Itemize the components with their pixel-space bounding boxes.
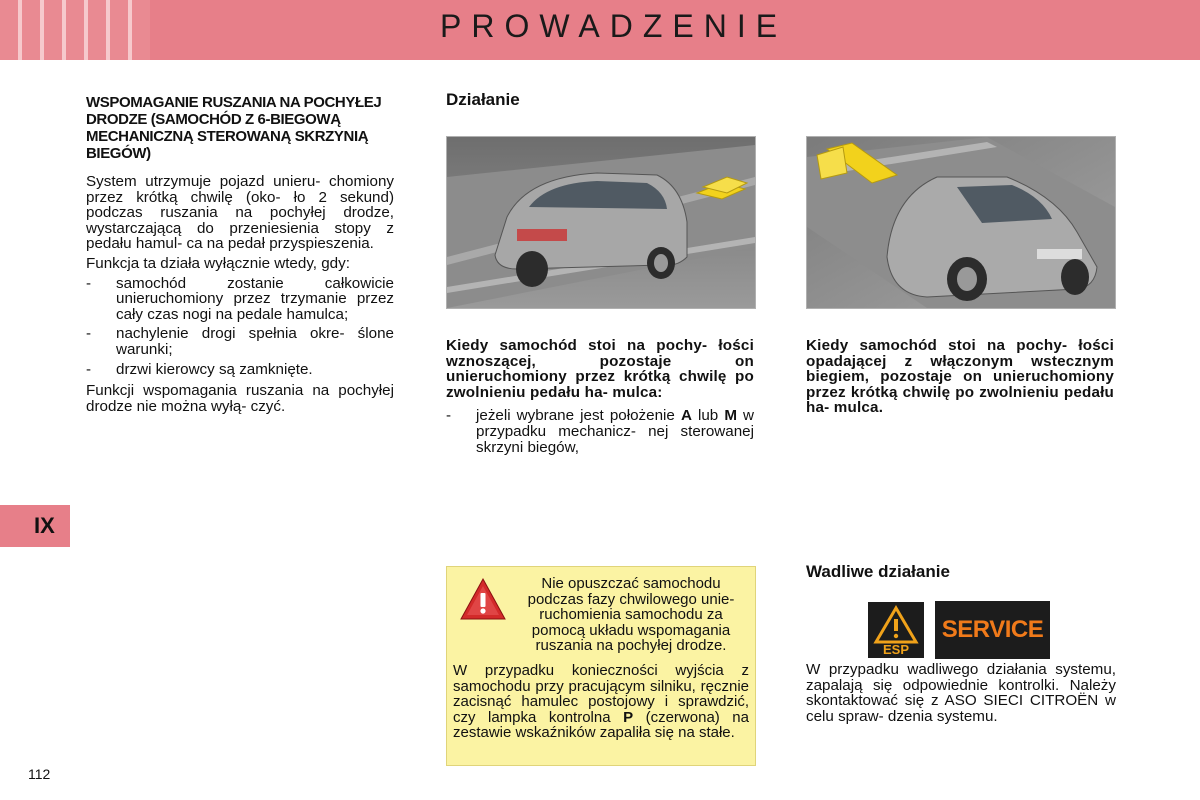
- car-downhill-image: [806, 136, 1116, 309]
- warning-text-top: Nie opuszczać samochodu podczas fazy chwilowego unie- ruchomienia samochodu za pomocą układu wspomagania ruszania na pochyłej drodze.: [527, 575, 735, 655]
- bullet-text: w przypadku mechanicz- nej sterowanej skrzyni biegów,: [476, 407, 754, 456]
- header-stripe: [18, 0, 22, 60]
- downhill-caption-block: [806, 338, 1114, 424]
- fault-text-block: [806, 662, 1116, 728]
- position-m: M: [724, 407, 737, 425]
- left-column: [86, 94, 394, 418]
- car-uphill-illustration: [447, 137, 755, 308]
- operation-heading: Działanie: [446, 90, 520, 109]
- fault-heading: Wadliwe działanie: [806, 562, 950, 581]
- lamp-p-label: P: [623, 708, 634, 726]
- bullet-text: lub: [691, 407, 725, 425]
- page-title: PROWADZENIE: [440, 8, 788, 44]
- fault-section: [806, 564, 1116, 580]
- list-item: - samochód zostanie całkowicie unieruchomiony przez trzymanie przez cały czas nogi na pedale hamulca;: [86, 276, 394, 323]
- bullet-text: jeżeli wybrane jest położenie: [476, 407, 681, 425]
- intro-paragraph: System utrzymuje pojazd unieru- chomiony przez krótką chwilę (oko- ło 2 sekund) podczas ruszania na pochyłej drodze, wystarczającą do przeniesienia stopy z pedału hamul- ca na pedał przyspieszenia.: [86, 173, 394, 253]
- list-item: - drzwi kierowcy są zamknięte.: [86, 362, 394, 378]
- header-stripe: [128, 0, 132, 60]
- downhill-caption: Kiedy samochód stoi na pochy- łości opadającej z włączonym wstecznym biegiem, pozostaje on unieruchomiony przez krótką chwilę po zwolnieniu pedału ha- mulca.: [806, 337, 1114, 417]
- conditions-intro: Funkcja ta działa wyłącznie wtedy, gdy:: [86, 254, 350, 272]
- page-header: [0, 0, 1200, 60]
- warning-text-bottom: [453, 663, 749, 741]
- fault-text: W przypadku wadliwego działania systemu, zapalają się odpowiednie kontrolki. Należy skontaktować się z ASO SIECI CITROËN w celu spraw- dzenia systemu.: [806, 661, 1116, 725]
- esp-warning-lamp: [868, 602, 924, 658]
- note-paragraph: Funkcji wspomagania ruszania na pochyłej drodze nie można wyłą- czyć.: [86, 382, 394, 415]
- list-item: [446, 408, 754, 455]
- chapter-label: IX: [34, 513, 55, 538]
- middle-column: [446, 92, 756, 108]
- service-warning-lamp: [935, 601, 1050, 659]
- conditions-list: [86, 276, 394, 378]
- service-label: SERVICE: [941, 616, 1044, 643]
- section-heading: WSPOMAGANIE RUSZANIA NA POCHYŁEJ DRODZE (SAMOCHÓD Z 6-BIEGOWĄ MECHANICZNĄ STEROWANĄ SKRZYNIĄ BIEGÓW): [86, 94, 382, 162]
- header-stripe: [84, 0, 88, 60]
- warning-text: (czerwona) na zestawie wskaźników zapaliła się na stałe.: [453, 708, 749, 742]
- uphill-caption: Kiedy samochód stoi na pochy- łości wznoszącej, pozostaje on unieruchomiony przez krótką chwilę po zwolnieniu pedału ha- mulca:: [446, 337, 754, 401]
- uphill-caption-block: [446, 338, 754, 461]
- car-uphill-image: [446, 136, 756, 309]
- header-stripe: [40, 0, 44, 60]
- warning-text: W przypadku konieczności wyjścia z samochodu przy pracującym silniku, ręcznie zacisnąć hamulec postojowy i sprawdzić, czy lampka kontrolna: [453, 662, 749, 726]
- page-number: 112: [28, 766, 51, 782]
- header-stripe: [106, 0, 110, 60]
- position-a: A: [680, 407, 692, 425]
- esp-label: ESP: [882, 642, 909, 657]
- warning-box: [446, 566, 756, 766]
- position-list: [446, 408, 754, 455]
- warning-triangle-icon: [459, 577, 507, 621]
- car-downhill-illustration: [807, 137, 1115, 308]
- list-item: - nachylenie drogi spełnia okre- ślone warunki;: [86, 326, 394, 357]
- header-stripe: [62, 0, 66, 60]
